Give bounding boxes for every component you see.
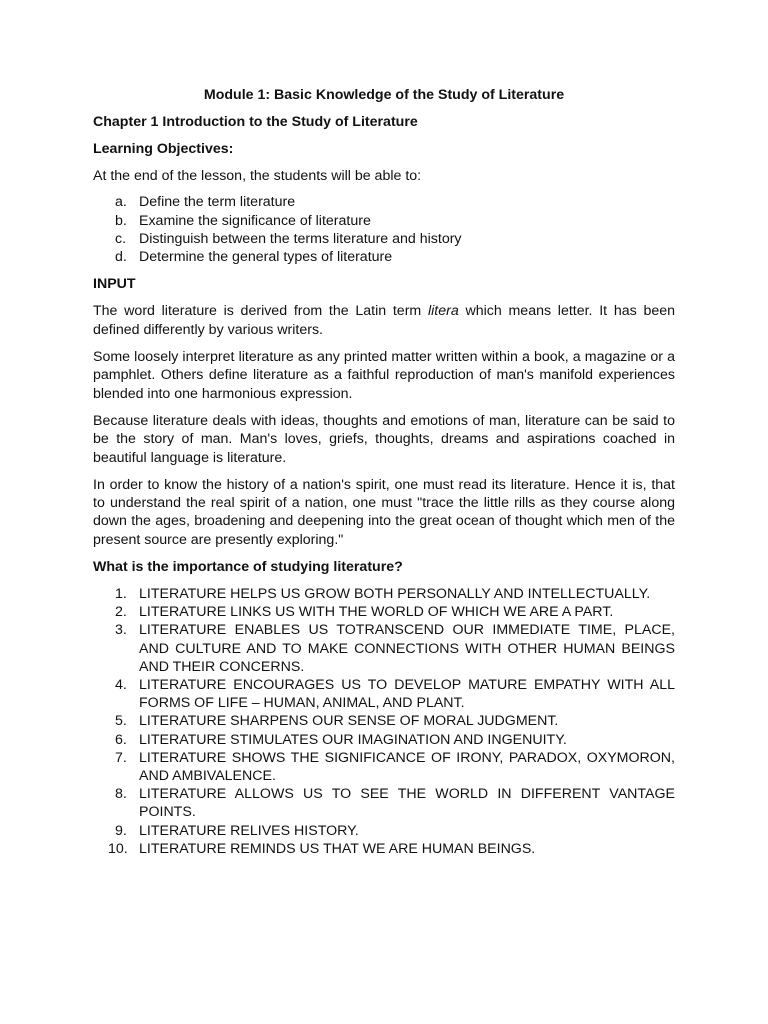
list-marker: 9.	[115, 822, 127, 839]
paragraph-nation-spirit: In order to know the history of a nation's spirit, one must read its literature. Hence it is, that to understand the real spirit of a nation, one must "trace the little rills as they course along down the ages, broadening and deepening into the great ocean of thought which men of the present source are presently exploring."	[93, 476, 675, 548]
list-item	[93, 230, 675, 248]
list-item-text: LITERATURE STIMULATES OUR IMAGINATION AND INGENUITY.	[139, 731, 567, 748]
importance-heading: What is the importance of studying literature?	[93, 559, 403, 576]
page-title: Module 1: Basic Knowledge of the Study of Literature	[203, 87, 565, 103]
list-marker: 6.	[115, 731, 127, 748]
document-page	[93, 86, 675, 858]
list-item	[93, 712, 675, 730]
chapter-heading: Chapter 1 Introduction to the Study of Literature	[93, 114, 418, 130]
list-marker: 1.	[115, 586, 127, 603]
list-item	[93, 731, 675, 749]
paragraph-text: which means letter. It has been defined differently by various writers.	[93, 303, 675, 338]
list-marker: 10.	[108, 840, 128, 857]
list-item-text: Distinguish between the terms literature and history	[139, 230, 462, 247]
list-marker: c.	[115, 230, 127, 247]
list-item	[93, 193, 675, 211]
list-item-text: LITERATURE SHOWS THE SIGNIFICANCE OF IRONY, PARADOX, OXYMORON, AND AMBIVALENCE.	[139, 749, 675, 785]
list-item-text: LITERATURE LINKS US WITH THE WORLD OF WHICH WE ARE A PART.	[139, 604, 614, 621]
list-item	[93, 749, 675, 785]
list-marker: 8.	[115, 786, 127, 803]
paragraph-text: The word literature is derived from the Latin term	[93, 303, 428, 320]
list-item	[93, 822, 675, 840]
list-item	[93, 621, 675, 676]
input-heading: INPUT	[93, 276, 136, 293]
latin-term: litera	[427, 303, 459, 320]
list-marker: a.	[115, 194, 127, 211]
objectives-list	[93, 193, 675, 266]
list-item-text: Determine the general types of literature	[139, 249, 393, 266]
list-item	[93, 840, 675, 858]
list-marker: 3.	[115, 622, 127, 639]
paragraph-story-of-man: Because literature deals with ideas, thoughts and emotions of man, literature can be said to be the story of man. Man's loves, griefs, thoughts, dreams and aspirations coached in beautiful language is literature.	[93, 412, 675, 466]
list-marker: d.	[115, 249, 127, 266]
list-item	[93, 248, 675, 266]
list-marker: 5.	[115, 713, 127, 730]
importance-list	[93, 585, 675, 858]
list-item-text: Examine the significance of literature	[139, 212, 371, 229]
list-item-text: LITERATURE ALLOWS US TO SEE THE WORLD IN DIFFERENT VANTAGE POINTS.	[139, 786, 675, 821]
list-item-text: LITERATURE SHARPENS OUR SENSE OF MORAL JUDGMENT.	[139, 713, 559, 730]
paragraph-literature-definition	[93, 302, 675, 339]
list-item-text: LITERATURE REMINDS US THAT WE ARE HUMAN BEINGS.	[139, 840, 536, 857]
objectives-heading: Learning Objectives:	[93, 141, 234, 157]
list-item	[93, 785, 675, 821]
list-item-text: LITERATURE ENCOURAGES US TO DEVELOP MATURE EMPATHY WITH ALL FORMS OF LIFE – HUMAN, ANIMAL, AND PLANT.	[139, 677, 675, 712]
list-item	[93, 603, 675, 621]
paragraph-interpretations: Some loosely interpret literature as any printed matter written within a book, a magazine or a pamphlet. Others define literature as a faithful reproduction of man's manifold experiences blended into one harmonious expression.	[93, 349, 675, 402]
list-item-text: LITERATURE ENABLES US TOTRANSCEND OUR IMMEDIATE TIME, PLACE, AND CULTURE AND TO MAKE CONNECTIONS WITH OTHER HUMAN BEINGS AND THEIR CONCERNS.	[139, 622, 675, 675]
list-marker: 4.	[115, 677, 127, 694]
list-item-text: Define the term literature	[139, 194, 296, 211]
list-item	[93, 585, 675, 603]
list-item	[93, 212, 675, 230]
list-item-text: LITERATURE HELPS US GROW BOTH PERSONALLY AND INTELLECTUALLY.	[139, 586, 651, 603]
list-item	[93, 676, 675, 712]
objectives-intro: At the end of the lesson, the students will be able to:	[93, 168, 422, 184]
list-marker: 7.	[115, 749, 127, 766]
list-marker: b.	[115, 212, 127, 229]
list-marker: 2.	[115, 604, 127, 621]
list-item-text: LITERATURE RELIVES HISTORY.	[139, 822, 359, 839]
